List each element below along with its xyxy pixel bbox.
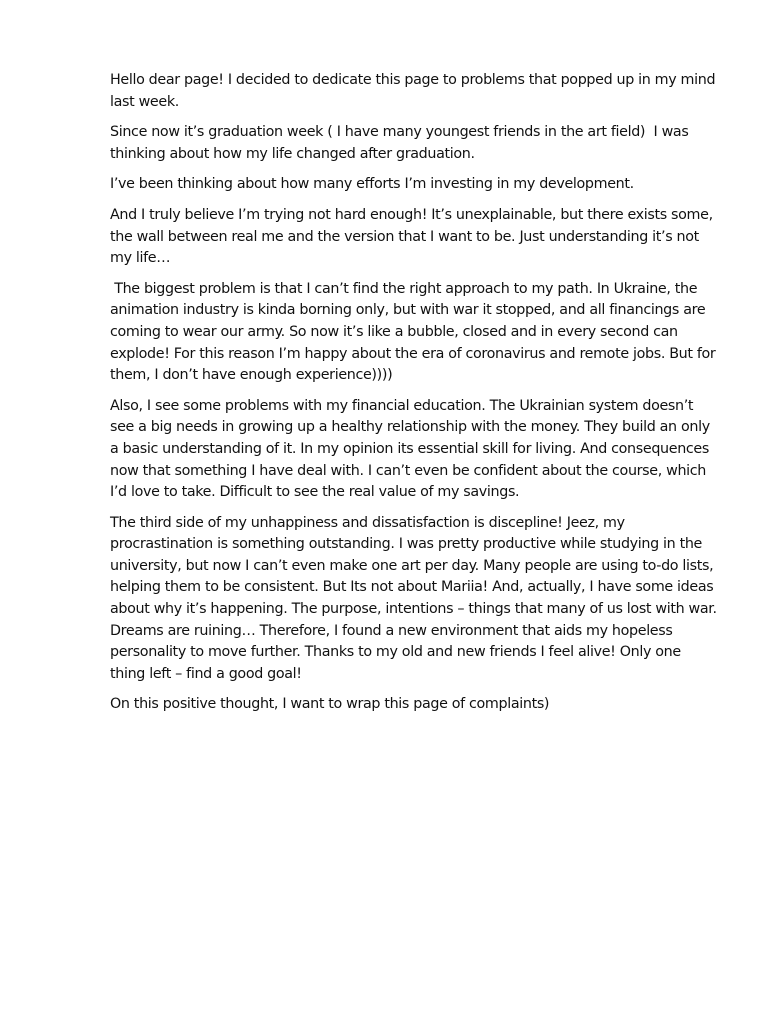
paragraph-graduation: Since now it’s graduation week ( I have many youngest friends in the art field) I was thinking about how my life changed after graduation.: [110, 124, 693, 162]
paragraph-financial-education: Also, I see some problems with my financial education. The Ukrainian system doesn’t see a big needs in growing up a healthy relationship with the money. They build an only a basic understanding of it. In my opinion its essential skill for living. And consequences now that something I have deal with. I can’t even be confident about the course, which I’d love to take. Difficult to see the real value of my savings.: [110, 397, 715, 501]
paragraph-greeting: Hello dear page! I decided to dedicate this page to problems that popped up in my mind last week.: [110, 72, 720, 110]
paragraph-biggest-problem: The biggest problem is that I can’t find the right approach to my path. In Ukraine, the animation industry is kinda borning only, but with war it stopped, and all financings are coming to wear our army. So now it’s like a bubble, closed and in every second can explode! For this reason I’m happy about the era of coronavirus and remote jobs. But for them, I don’t have enough experience)))): [110, 280, 720, 384]
paragraph-efforts: I’ve been thinking about how many efforts I’m investing in my development.: [110, 176, 634, 193]
paragraph-closing: On this positive thought, I want to wrap this page of complaints): [110, 696, 550, 713]
document-body: [110, 70, 720, 725]
paragraph-discipline: The third side of my unhappiness and dissatisfaction is discepline! Jeez, my procrastination is something outstanding. I was pretty productive while studying in the university, but now I can’t even make one art per day. Many people are using to-do lists, helping them to be consistent. But Its not about Mariia! And, actually, I have some ideas about why it’s happening. The purpose, intentions – things that many of us lost with war. Dreams are ruining… Therefore, I found a new environment that aids my hopeless personality to move further. Thanks to my old and new friends I feel alive! Only one thing left – find a good goal!: [110, 514, 721, 682]
paragraph-wall: And I truly believe I’m trying not hard enough! It’s unexplainable, but there exists some, the wall between real me and the version that I want to be. Just understanding it’s not my life…: [110, 206, 717, 267]
